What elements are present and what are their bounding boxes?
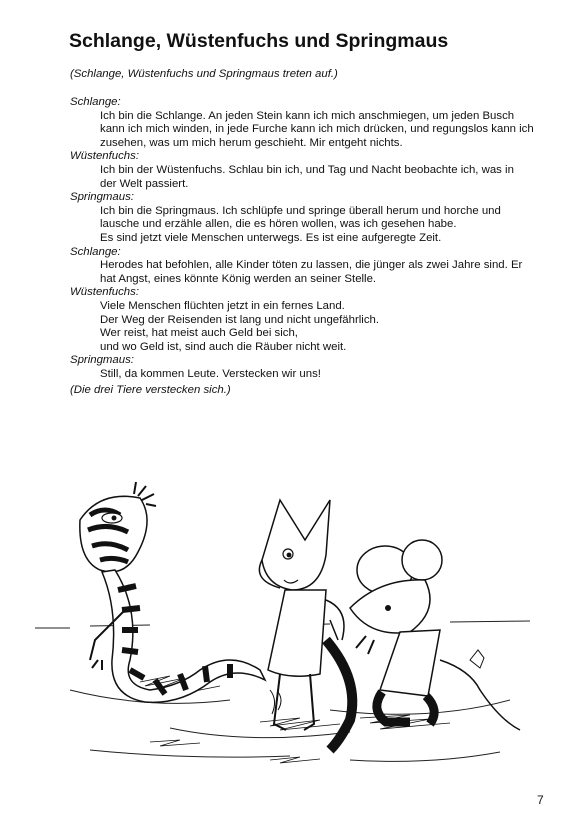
dialogue-line: Ich bin die Schlange. An jeden Stein kann ich mich anschmiegen, um jeden Busch — [100, 109, 515, 122]
dialogue-block — [70, 96, 550, 150]
dialogue-block — [70, 354, 550, 381]
dialogue-line: und wo Geld ist, sind auch die Räuber nicht weit. — [100, 340, 347, 353]
dialogue-script — [70, 96, 550, 381]
dialogue-line: Es sind jetzt viele Menschen unterwegs. Es ist eine aufgeregte Zeit. — [100, 231, 442, 244]
speaker-label: Wüstenfuchs: — [70, 286, 140, 299]
dialogue-line: der Welt passiert. — [100, 177, 189, 190]
dialogue-line: Der Weg der Reisenden ist lang und nicht ungefährlich. — [100, 313, 380, 326]
dialogue-line: hat Angst, eines könnte König werden an seiner Stelle. — [100, 272, 377, 285]
jerboa-figure — [350, 540, 520, 730]
dialogue-line: Still, da kommen Leute. Verstecken wir uns! — [100, 367, 321, 380]
dialogue-block — [70, 286, 550, 354]
speaker-label: Wüstenfuchs: — [70, 150, 140, 163]
speaker-label: Springmaus: — [70, 354, 134, 367]
dialogue-line: Ich bin die Springmaus. Ich schlüpfe und springe überall herum und horche und — [100, 204, 501, 217]
animals-illustration — [30, 460, 550, 790]
dialogue-line: lausche und erzähle allen, die es hören wollen, was ich gesehen habe. — [100, 218, 457, 231]
snake-figure — [80, 482, 265, 702]
stage-direction-close: (Die drei Tiere verstecken sich.) — [70, 384, 231, 396]
dialogue-line: kann ich mich winden, in jede Furche kann ich mich drücken, und regungslos kann ich — [100, 123, 534, 136]
dialogue-line: Ich bin der Wüstenfuchs. Schlau bin ich, und Tag und Nacht beobachte ich, was in — [100, 163, 514, 176]
dialogue-block — [70, 191, 550, 245]
dialogue-line: Wer reist, hat meist auch Geld bei sich, — [100, 327, 298, 340]
dialogue-block — [70, 246, 550, 287]
stage-direction-open: (Schlange, Wüstenfuchs und Springmaus treten auf.) — [70, 68, 338, 80]
fox-figure — [259, 500, 352, 750]
page-number: 7 — [537, 793, 544, 807]
page-title: Schlange, Wüstenfuchs und Springmaus — [69, 30, 449, 52]
speaker-label: Schlange: — [70, 245, 121, 258]
dialogue-line: Herodes hat befohlen, alle Kinder töten zu lassen, die jünger als zwei Jahre sind. Er — [100, 259, 523, 272]
dialogue-line: zusehen, was um mich herum geschieht. Mir entgeht nichts. — [100, 136, 403, 149]
dialogue-block — [70, 150, 550, 191]
dialogue-line: Viele Menschen flüchten jetzt in ein fernes Land. — [100, 299, 345, 312]
speaker-label: Springmaus: — [70, 191, 134, 204]
speaker-label: Schlange: — [70, 96, 121, 108]
